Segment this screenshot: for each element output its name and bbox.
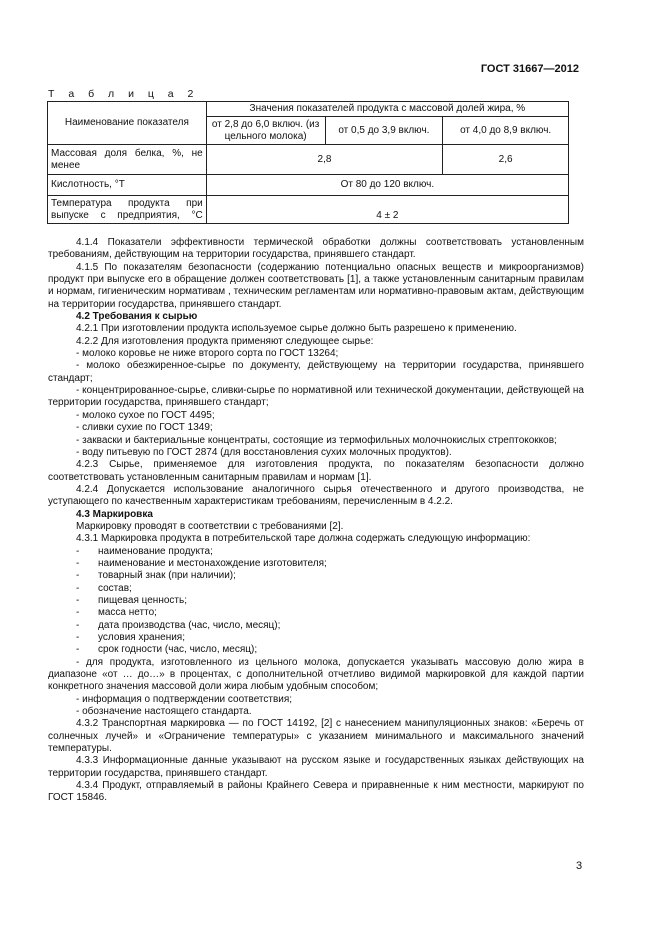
table-row-acidity-value: От 80 до 120 включ. — [206, 175, 568, 196]
document-body — [48, 237, 584, 805]
table-subheader-c: от 4,0 до 8,9 включ. — [443, 117, 569, 145]
list-item: - масса нетто; — [76, 607, 157, 619]
paragraph-4-1-4: 4.1.4 Показатели эффективности термической обработки должны соответствовать установленным требованиям, действующим на территории государства, принявшего стандарт. — [48, 237, 584, 261]
paragraph-4-1-5: 4.1.5 По показателям безопасности (содержанию потенциально опасных веществ и микроорганизмов) продукт при выпуске его в обращение должен соответствовать [1], а также установленным санитарным правилам и нормам, гигиеническим нормативам , техническим регламентам или нормативно-правовым актам, действующим на территории государства, принявшего стандарт. — [48, 261, 584, 310]
table-row-acidity-label: Кислотность, °Т — [48, 175, 207, 196]
list-item: - товарный знак (при наличии); — [76, 570, 236, 582]
standard-note: - обозначение настоящего стандарта. — [76, 706, 252, 718]
paragraph-4-3-intro: Маркировку проводят в соответствии с требованиями [2]. — [76, 520, 344, 532]
paragraph-4-3-2: 4.3.2 Транспортная маркировка — по ГОСТ 14192, [2] с нанесением манипуляционных знаков: «Беречь от солнечных лучей» и «Ограничение температуры» с указанием минимального и максимального значений температуры. — [48, 718, 584, 755]
paragraph-4-2-1: 4.2.1 При изготовлении продукта используемое сырье должно быть разрешено к применению. — [76, 323, 517, 335]
table-subheader-a: от 2,8 до 6,0 включ. (из цельного молока) — [206, 117, 325, 145]
section-heading-4-2: 4.2 Требования к сырью — [76, 311, 198, 323]
table-row-temperature-value: 4 ± 2 — [206, 196, 568, 224]
paragraph-4-3-1: 4.3.1 Маркировка продукта в потребительской таре должна содержать следующую информацию: — [76, 533, 531, 545]
document-id: ГОСТ 31667—2012 — [480, 63, 579, 75]
paragraph-4-2-2: 4.2.2 Для изготовления продукта применяют следующее сырье: — [76, 335, 374, 347]
page-number: 3 — [576, 860, 583, 872]
fat-range-note: - для продукта, изготовленного из цельного молока, допускается указывать массовую долю жира в диапазоне «от … до…» в процентах, с дополнительной отчетливо видимой маркировкой для каждой партии конкретного значения массовой доли жира любым удобным способом; — [48, 656, 584, 693]
table-caption: Т а б л и ц а 2 — [48, 88, 199, 100]
list-item: - наименование продукта; — [76, 545, 213, 557]
table-row-protein-value-a: 2,8 — [206, 145, 443, 175]
paragraph-4-3-3: 4.3.3 Информационные данные указывают на русском языке и государственных языках действующих на территории государства, принявшего стандарт. — [48, 755, 584, 779]
table-header-values: Значения показателей продукта с массовой долей жира, % — [206, 102, 568, 117]
paragraph-4-2-3: 4.2.3 Сырье, применяемое для изготовления продукта, по показателям безопасности должно соответствовать установленным санитарным правилам и нормам [1]. — [48, 459, 584, 483]
raw-material-item: - молоко обезжиренное-сырье по документу, действующему на территории государства, принявшего стандарт; — [48, 360, 584, 384]
list-item: - пищевая ценность; — [76, 594, 187, 606]
list-item: - срок годности (час, число, месяц); — [76, 644, 258, 656]
indicators-table — [47, 101, 569, 224]
raw-material-item: - молоко сухое по ГОСТ 4495; — [76, 409, 215, 421]
table-row-protein-label: Массовая доля белка, %, не менее — [48, 145, 207, 175]
list-item: - условия хранения; — [76, 632, 185, 643]
raw-material-item: - молоко коровье не ниже второго сорта по ГОСТ 13264; — [76, 348, 339, 360]
list-item: - дата производства (час, число, месяц); — [76, 619, 281, 631]
raw-material-item: - концентрированное-сырье, сливки-сырье по нормативной или технической документации, действующей на территории государства, принявшего стандарт; — [48, 385, 584, 409]
paragraph-4-3-4: 4.3.4 Продукт, отправляемый в районы Крайнего Севера и приравненные к ним местности, маркируют по ГОСТ 15846. — [48, 780, 584, 804]
paragraph-4-2-4: 4.2.4 Допускается использование аналогичного сырья отечественного и другого производства, не уступающего по качественным характеристикам требованиям, перечисленным в 4.2.2. — [48, 483, 584, 508]
table-header-name: Наименование показателя — [48, 102, 207, 145]
raw-material-item: - закваски и бактериальные концентраты, состоящие из термофильных молочнокислых стрептококков; — [76, 434, 557, 446]
raw-material-item: - воду питьевую по ГОСТ 2874 (для восстановления сухих молочных продуктов). — [76, 446, 452, 458]
conformity-note: - информация о подтверждении соответствия; — [76, 693, 293, 705]
table-subheader-b: от 0,5 до 3,9 включ. — [325, 117, 443, 145]
list-item: - состав; — [76, 582, 132, 594]
table-row-protein-value-b: 2,6 — [443, 145, 569, 175]
table-row-temperature-label: Температура продукта при выпуске с предприятия, °С — [48, 196, 207, 224]
list-item: - наименование и местонахождение изготовителя; — [76, 557, 327, 569]
raw-material-item: - сливки сухие по ГОСТ 1349; — [76, 422, 213, 434]
section-heading-4-3: 4.3 Маркировка — [76, 508, 153, 520]
